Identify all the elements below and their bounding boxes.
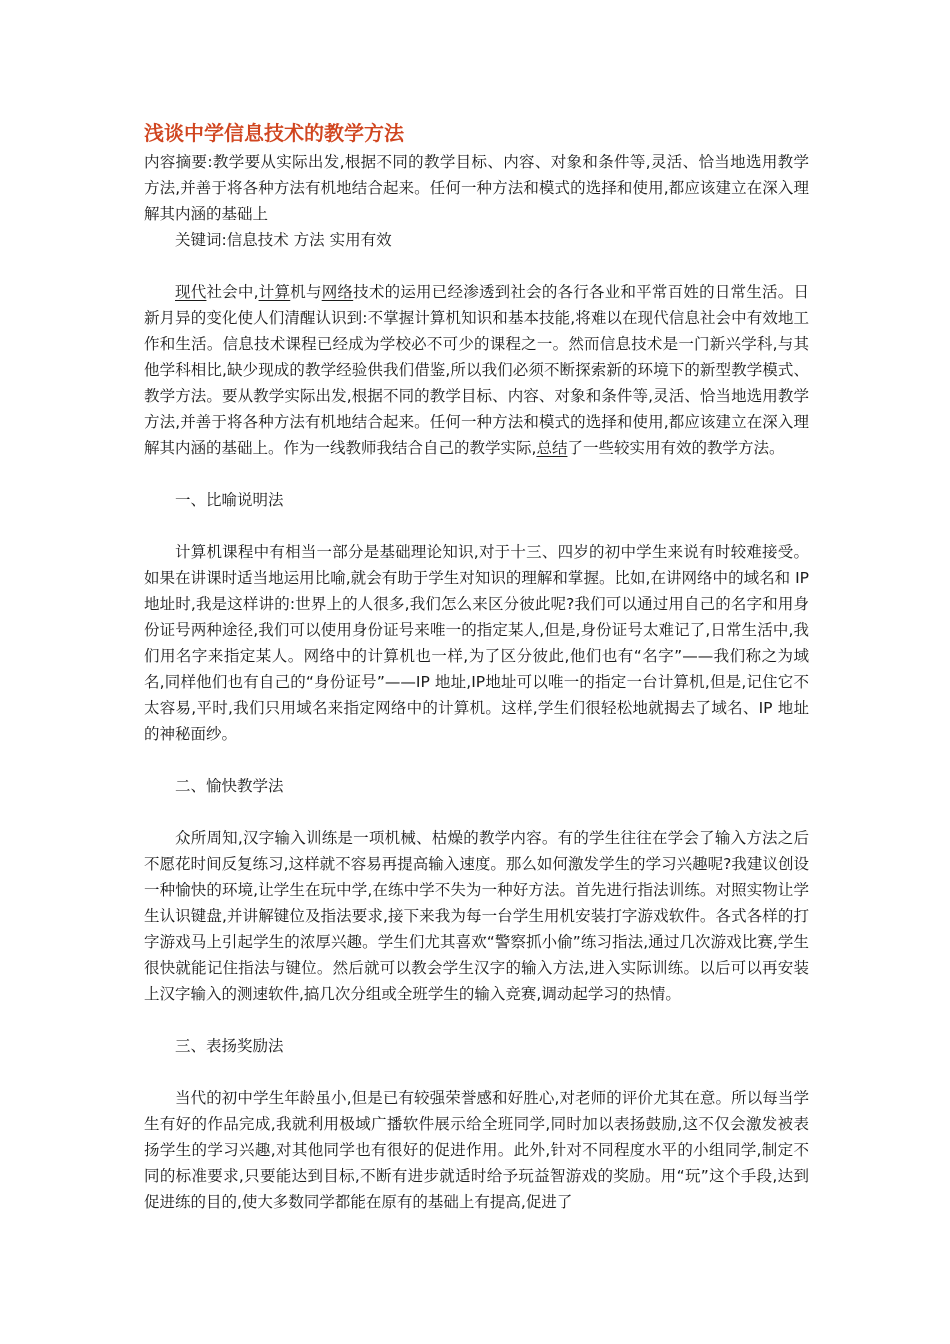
- spacer: [144, 747, 809, 773]
- section-body: 众所周知,汉字输入训练是一项机械、枯燥的教学内容。有的学生往往在学会了输入方法之后不愿花时间反复练习,这样就不容易再提高输入速度。那么如何激发学生的学习兴趣呢?我建议创设一种愉快的环境,让学生在玩中学,在练中学不失为一种好方法。首先进行指法训练。对照实物让学生认识键盘,并讲解键位及指法要求,接下来我为每一台学生用机安装打字游戏软件。各式各样的打字游戏马上引起学生的浓厚兴趣。学生们尤其喜欢“警察抓小偷”练习指法,通过几次游戏比赛,学生很快就能记住指法与键位。然后就可以教会学生汉字的输入方法,进入实际训练。以后可以再安装上汉字输入的测速软件,搞几次分组或全班学生的输入竞赛,调动起学习的热情。: [144, 829, 809, 1003]
- document-title: 浅谈中学信息技术的教学方法: [144, 121, 404, 145]
- link-jisuan[interactable]: 计算: [258, 283, 291, 301]
- link-xiandai[interactable]: 现代: [175, 283, 207, 301]
- intro-text-3: 技术的运用已经渗透到社会的各行各业和平常百姓的日常生活。日新月异的变化使人们清醒认识到:不掌握计算机知识和基本技能,将难以在现代信息社会中有效地工作和生活。信息技术课程已经成为学校必不可少的课程之一。然而信息技术是一门新兴学科,与其他学科相比,缺少现成的教学经验供我们借鉴,所以我们必须不断探索新的环境下的新型教学模式、教学方法。要从教学实际出发,根据不同的教学目标、内容、对象和条件等,灵活、恰当地选用教学方法,并善于将各种方法有机地结合起来。任何一种方法和模式的选择和使用,都应该建立在深入理解其内涵的基础上。作为一线教师我结合自己的教学实际,: [144, 283, 809, 457]
- spacer: [144, 461, 809, 487]
- spacer: [144, 1007, 809, 1033]
- section-heading: 二、愉快教学法: [175, 777, 284, 795]
- section-body: 当代的初中学生年龄虽小,但是已有较强荣誉感和好胜心,对老师的评价尤其在意。所以每当学生有好的作品完成,我就利用极域广播软件展示给全班同学,同时加以表扬鼓励,这不仅会激发被表扬学生的学习兴趣,对其他同学也有很好的促进作用。此外,针对不同程度水平的小组同学,制定不同的标准要求,只要能达到目标,不断有进步就适时给予玩益智游戏的奖励。用“玩”这个手段,达到促进练的目的,使大多数同学都能在原有的基础上有提高,促进了: [144, 1089, 809, 1211]
- intro-text-4: 了一些较实用有效的教学方法。: [567, 439, 785, 457]
- link-wangluo[interactable]: 网络: [321, 283, 354, 301]
- link-zongjie[interactable]: 总结: [536, 439, 568, 457]
- spacer: [144, 253, 809, 279]
- intro-text-2: 机与: [290, 283, 322, 301]
- document-page: [144, 118, 809, 1215]
- spacer: [144, 799, 809, 825]
- abstract: 内容摘要:教学要从实际出发,根据不同的教学目标、内容、对象和条件等,灵活、恰当地选用教学方法,并善于将各种方法有机地结合起来。任何一种方法和模式的选择和使用,都应该建立在深入理解其内涵的基础上: [144, 153, 809, 223]
- section-heading: 一、比喻说明法: [175, 491, 284, 509]
- intro-text-1: 社会中,: [206, 283, 259, 301]
- spacer: [144, 513, 809, 539]
- spacer: [144, 1059, 809, 1085]
- keywords: 关键词:信息技术 方法 实用有效: [175, 231, 392, 249]
- section-body: 计算机课程中有相当一部分是基础理论知识,对于十三、四岁的初中学生来说有时较难接受。如果在讲课时适当地运用比喻,就会有助于学生对知识的理解和掌握。比如,在讲网络中的域名和 IP 地址时,我是这样讲的:世界上的人很多,我们怎么来区分彼此呢?我们可以通过用自己的名字和用身份证号两种途径,我们可以使用身份证号来唯一的指定某人,但是,身份证号太难记了,日常生活中,我们用名字来指定某人。网络中的计算机也一样,为了区分彼此,他们也有“名字”——我们称之为域名,同样他们也有自己的“身份证号”——IP 地址,IP地址可以唯一的指定一台计算机,但是,记住它不太容易,平时,我们只用域名来指定网络中的计算机。这样,学生们很轻松地就揭去了域名、IP 地址的神秘面纱。: [144, 543, 809, 743]
- section-heading: 三、表扬奖励法: [175, 1037, 284, 1055]
- intro-paragraph: [144, 279, 809, 461]
